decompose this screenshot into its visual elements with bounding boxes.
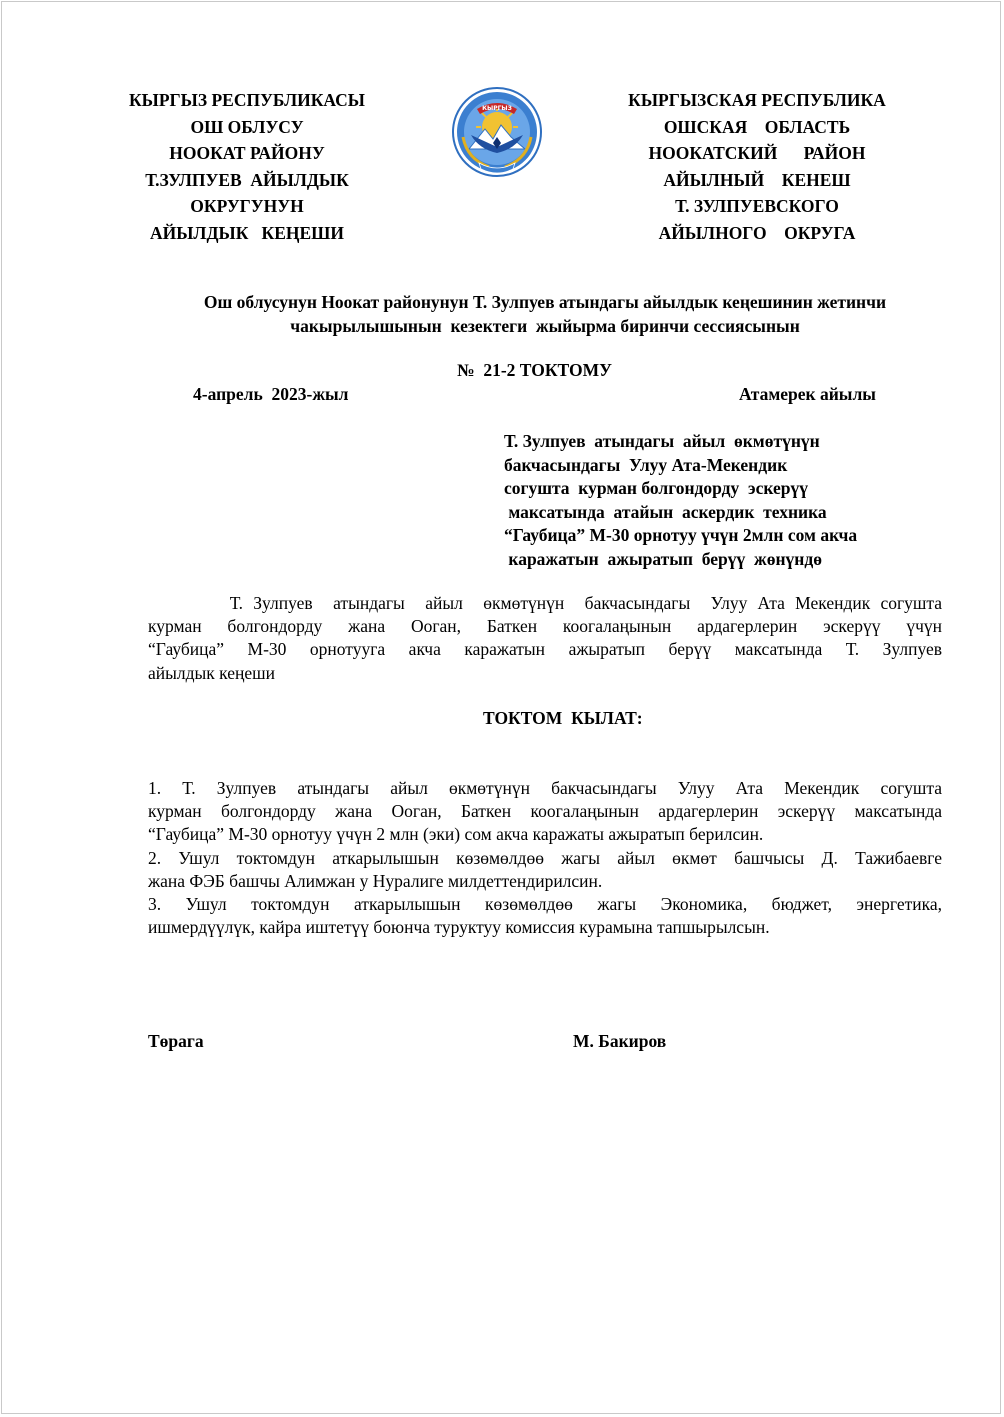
- resolution-date: 4-апрель 2023-жыл: [193, 384, 349, 404]
- header-right-line: АЙЫЛНЫЙ КЕНЕШ: [663, 169, 851, 190]
- decree-item-line: 3. Ушул токтомдун аткарылышын көзөмөлдөө жагы Экономика, бюджет, энергетика,: [148, 894, 942, 915]
- subject-line: согушта курман болгондорду эскерүү: [504, 478, 808, 498]
- session-title-line: Ош облусунун Ноокат районунун Т. Зулпуев атындагы айылдык кеңешинин жетинчи: [203, 292, 887, 312]
- header-right-line: АЙЫЛНОГО ОКРУГА: [658, 222, 856, 243]
- subject-line: каражатын ажыратып берүү жөнүндө: [504, 548, 822, 569]
- subject-line: “Гаубица” М-30 орнотуу үчүн 2млн сом акча: [504, 525, 858, 545]
- header-left-line: АЙЫЛДЫК КЕҢЕШИ: [150, 222, 344, 243]
- header-left-line: ОКРУГУНУН: [190, 196, 304, 216]
- header-left-line: НООКАТ РАЙОНУ: [169, 143, 325, 163]
- signature-name: М. Бакиров: [573, 1031, 667, 1051]
- subject-line: Т. Зулпуев атындагы айыл өкмөтүнүн: [504, 431, 820, 451]
- emblem-label: КЫРГЫЗ: [482, 105, 512, 112]
- state-emblem-icon: [449, 87, 545, 177]
- header-left-line: КЫРГЫЗ РЕСПУБЛИКАСЫ: [128, 90, 365, 110]
- subject-line: максатында атайын аскердик техника: [504, 501, 827, 522]
- header-right-line: КЫРГЫЗСКАЯ РЕСПУБЛИКА: [628, 90, 886, 110]
- header-right-russian: [592, 87, 922, 246]
- decree-item-line: 2. Ушул токтомдун аткарылышын көзөмөлдөө жагы айыл өкмөт башчысы Д. Тажибаевге: [148, 847, 942, 868]
- decree-items: [148, 777, 942, 939]
- signature-role: Төрага: [148, 1031, 204, 1051]
- resolution-number: № 21-2 ТОКТОМУ: [457, 360, 612, 380]
- subject-line: бакчасындагы Улуу Ата-Мекендик: [504, 454, 788, 475]
- header-left-line: Т.ЗУЛПУЕВ АЙЫЛДЫК: [145, 169, 349, 190]
- session-title-line: чакырылышынын кезектеги жыйырма биринчи сессиясынын: [290, 316, 800, 336]
- preamble-line: айылдык кеңеши: [148, 662, 275, 683]
- header-right-line: Т. ЗУЛПУЕВСКОГО: [675, 196, 839, 216]
- decree-item-line: “Гаубица” М-30 орнотуу үчүн 2 млн (эки) сом акча каражаты ажыратып берилсин.: [148, 824, 764, 845]
- header-right-line: НООКАТСКИЙ РАЙОН: [648, 143, 866, 163]
- preamble-line: Т. Зулпуев атындагы айыл өкмөтүнүн бакчасындагы Улуу Ата Мекендик согушта: [148, 593, 942, 613]
- header-left-line: ОШ ОБЛУСУ: [190, 116, 304, 137]
- decree-item-line: жана ФЭБ башчы Алимжан у Нуралиге милдеттендирилсин.: [148, 870, 603, 891]
- document-page: [1, 1, 1001, 1414]
- preamble-line: курман болгондорду жана Ооган, Баткен коогалаңынын ардагерлерин эскерүү үчүн: [148, 616, 942, 637]
- resolution-subject: [504, 430, 944, 571]
- preamble-paragraph: [148, 592, 942, 685]
- preamble-line: “Гаубица” М-30 орнотууга акча каражатын ажыратып берүү максатында Т. Зулпуев: [148, 639, 942, 660]
- session-title: [132, 290, 958, 338]
- decree-heading: ТОКТОМ КЫЛАТ:: [483, 708, 643, 728]
- header-right-line: ОШСКАЯ ОБЛАСТЬ: [663, 116, 851, 137]
- header-left-kyrgyz: [92, 87, 402, 246]
- decree-item-line: курман болгондорду жана Ооган, Баткен коогалаңынын ардагерлерин эскерүү максатында: [148, 801, 942, 822]
- decree-item-line: ишмердүүлүк, кайра иштетүү боюнча туруктуу комиссия курамына тапшырылсын.: [148, 917, 770, 938]
- decree-item-line: 1. Т. Зулпуев атындагы айыл өкмөтүнүн бакчасындагы Улуу Ата Мекендик согушта: [148, 778, 942, 798]
- resolution-place: Атамерек айылы: [739, 384, 876, 404]
